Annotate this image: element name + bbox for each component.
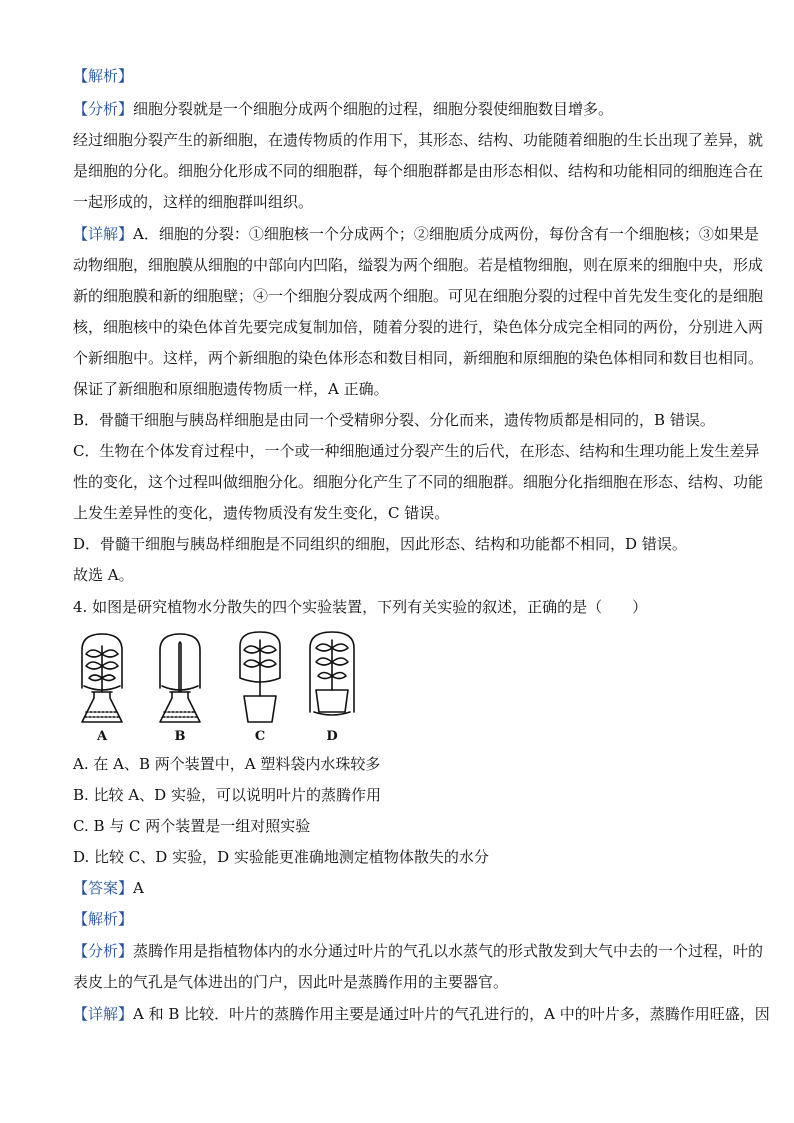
analysis-line-3 [73, 161, 764, 181]
option-c-explain-2 [73, 472, 764, 492]
line-text: 上发生差异性的变化，遗传物质没有发生变化，C 错误。 [73, 504, 450, 522]
line-text: A. 在 A、B 两个装置中，A 塑料袋内水珠较多 [73, 755, 381, 773]
detail-line-4 [73, 317, 764, 337]
option-d [73, 847, 733, 867]
analysis-line-1 [73, 99, 733, 119]
line-text: 一起形成的，这样的细胞群叫组织。 [73, 193, 314, 211]
analysis-line-2 [73, 130, 764, 150]
detail-line-6 [73, 379, 733, 399]
line-text: C. B 与 C 两个装置是一组对照实验 [73, 817, 311, 835]
section-tag: 【解析】 [73, 67, 134, 85]
question-4-stem [73, 597, 733, 617]
line-text: C．生物在个体发育过程中，一个或一种细胞通过分裂产生的后代，在形态、结构和生理功能上发生差异 [73, 442, 760, 460]
option-c-explain-1 [73, 441, 760, 461]
line-text: 核，细胞核中的染色体首先要完成复制加倍，随着分裂的进行，染色体分成完全相同的两份，分别进入两 [73, 318, 764, 336]
line-text: 表皮上的气孔是气体进出的门户，因此叶是蒸腾作用的主要器官。 [73, 973, 509, 991]
section-tag: 【分析】 [73, 942, 134, 960]
detail2-line-1 [73, 1004, 770, 1024]
option-a [73, 754, 733, 774]
section-tag: 【详解】 [73, 225, 134, 243]
option-b [73, 785, 733, 805]
apparatus-a [82, 634, 122, 722]
section-jiexi-2 [73, 909, 733, 929]
section-tag: 【分析】 [73, 100, 134, 118]
option-b-explain [73, 410, 733, 430]
line-text: 动物细胞，细胞膜从细胞的中部向内凹陷，缢裂为两个细胞。若是植物细胞，则在原来的细胞中央，形成 [73, 256, 764, 274]
line-text: D. 比较 C、D 实验，D 实验能更准确地测定植物体散失的水分 [73, 848, 489, 866]
experiment-figure [70, 628, 380, 746]
figure-label-b: B [174, 729, 186, 744]
section-tag: 【详解】 [73, 1005, 134, 1023]
figure-label-a: A [96, 729, 108, 744]
line-text: A [133, 879, 144, 897]
figure-label-c: C [254, 729, 266, 744]
detail-line-2 [73, 255, 764, 275]
line-text: 故选 A。 [73, 566, 134, 584]
line-text: B. 比较 A、D 实验，可以说明叶片的蒸腾作用 [73, 786, 381, 804]
section-jiexi-1 [73, 66, 733, 86]
line-text: 性的变化，这个过程叫做细胞分化。细胞分化产生了不同的细胞群。细胞分化指细胞在形态、结构、功能 [73, 473, 764, 491]
line-text: D．骨髓干细胞与胰岛样细胞是不同组织的细胞，因此形态、结构和功能都不相同，D 错误。 [73, 535, 687, 553]
detail-line-5 [73, 348, 764, 368]
experiment-apparatus-svg [70, 628, 380, 746]
option-c-explain-3 [73, 503, 733, 523]
line-text: A．细胞的分裂：①细胞核一个分成两个；②细胞质分成两份，每份含有一个细胞核；③如果是 [133, 225, 759, 243]
answer-line [73, 878, 733, 898]
figure-label-d: D [326, 729, 338, 744]
line-text: 保证了新细胞和原细胞遗传物质一样，A 正确。 [73, 380, 389, 398]
line-text: A 和 B 比较．叶片的蒸腾作用主要是通过叶片的气孔进行的，A 中的叶片多，蒸腾作用旺盛，因 [133, 1005, 770, 1023]
apparatus-c [240, 632, 280, 722]
line-text: 蒸腾作用是指植物体内的水分通过叶片的气孔以水蒸气的形式散发到大气中去的一个过程，叶的 [133, 942, 764, 960]
detail-line-3 [73, 286, 764, 306]
line-text: B．骨髓干细胞与胰岛样细胞是由同一个受精卵分裂、分化而来，遗传物质都是相同的，B 错误。 [73, 411, 715, 429]
analysis2-line-2 [73, 972, 733, 992]
section-tag: 【解析】 [73, 910, 134, 928]
section-tag: 【答案】 [73, 879, 134, 897]
answer-choice-line [73, 565, 733, 585]
option-d-explain [73, 534, 733, 554]
apparatus-d [310, 632, 354, 715]
line-text: 细胞分裂就是一个细胞分成两个细胞的过程，细胞分裂使细胞数目增多。 [133, 100, 614, 118]
line-text: 新的细胞膜和新的细胞壁；④一个细胞分裂成两个细胞。可见在细胞分裂的过程中首先发生变化的是细胞 [73, 287, 764, 305]
option-c [73, 816, 733, 836]
line-text: 个新细胞中。这样，两个新细胞的染色体形态和数目相同，新细胞和原细胞的染色体相同和数目也相同。 [73, 349, 764, 367]
line-text: 是细胞的分化。细胞分化形成不同的细胞群，每个细胞群都是由形态相似、结构和功能相同的细胞连合在 [73, 162, 764, 180]
analysis2-line-1 [73, 941, 764, 961]
detail-line-1 [73, 224, 759, 244]
apparatus-b [160, 634, 200, 722]
analysis-line-4 [73, 192, 733, 212]
line-text: 4. 如图是研究植物水分散失的四个实验装置，下列有关实验的叙述，正确的是（ ） [73, 598, 648, 616]
line-text: 经过细胞分裂产生的新细胞，在遗传物质的作用下，其形态、结构、功能随着细胞的生长出现了差异，就 [73, 131, 764, 149]
